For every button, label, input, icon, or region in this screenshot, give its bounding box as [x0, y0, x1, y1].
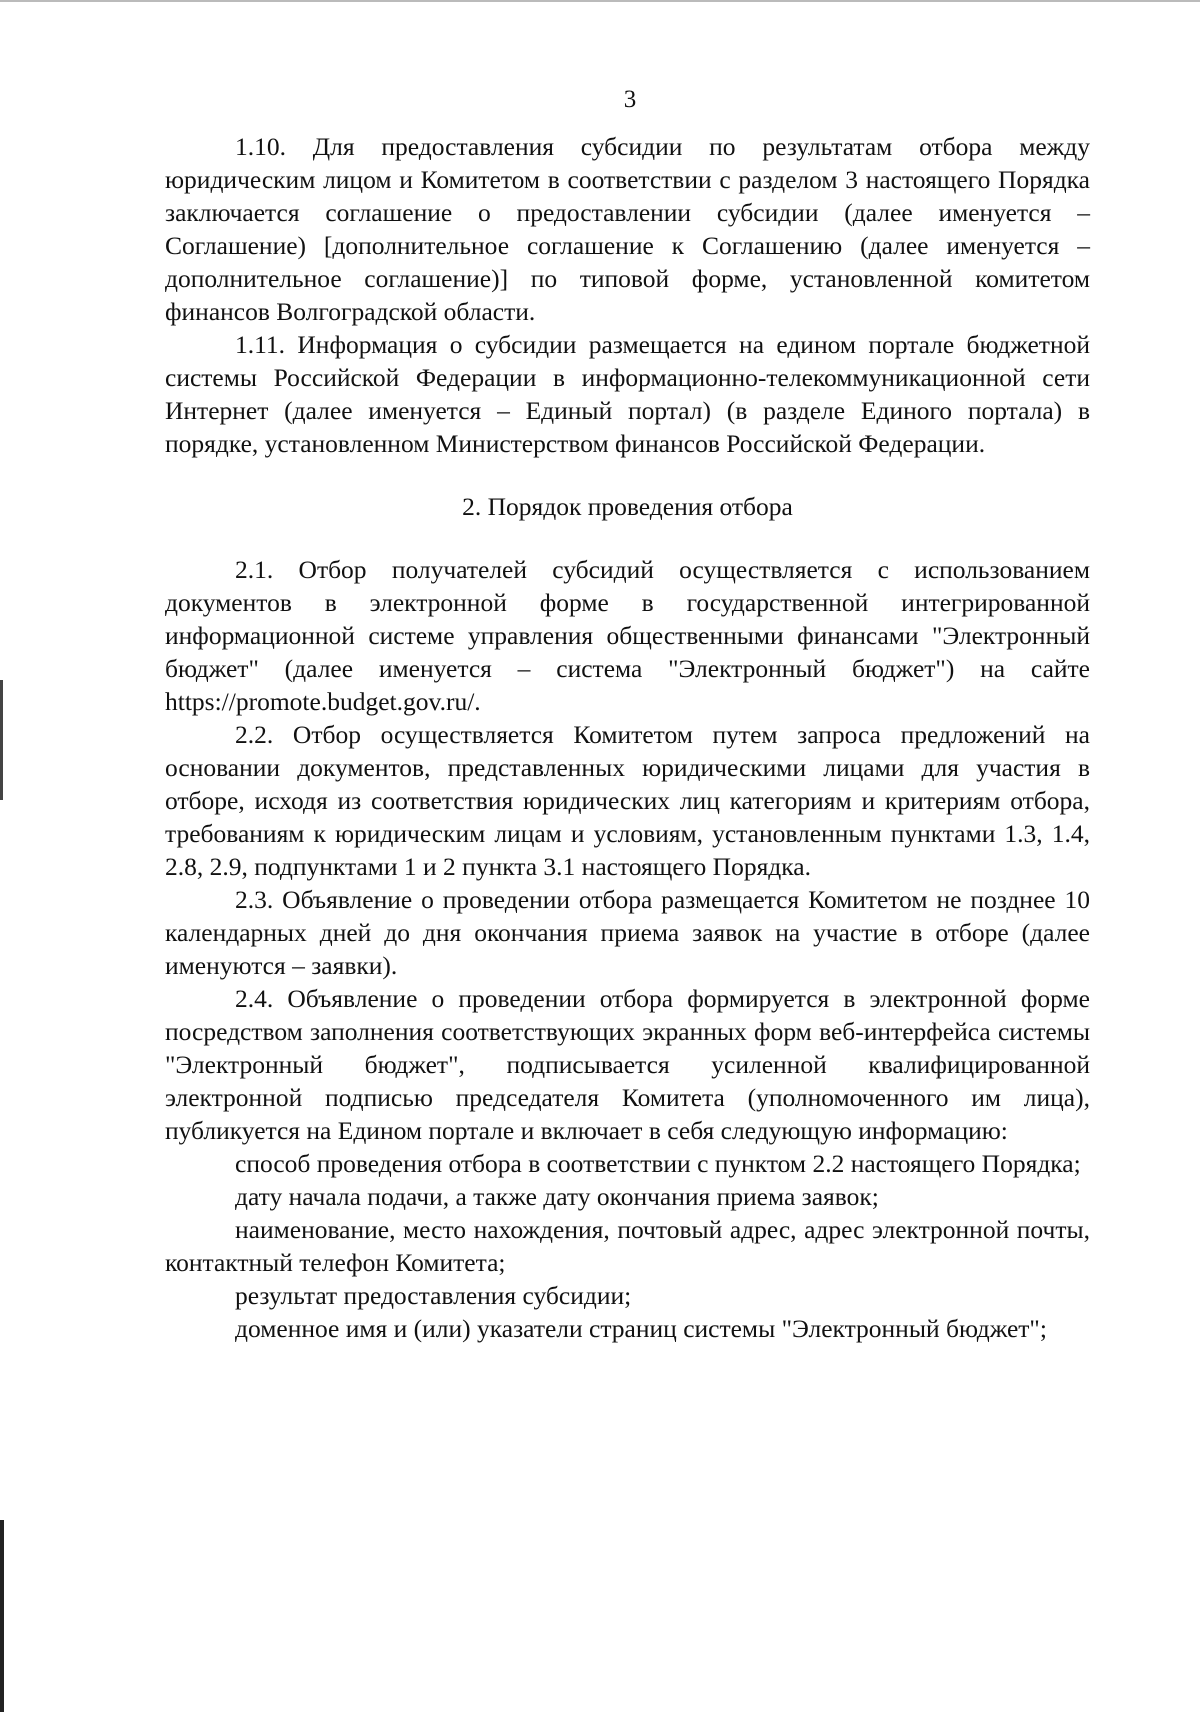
document-body: [165, 130, 1090, 1345]
scan-border-left-bottom: [0, 1520, 4, 1712]
section-title: 2. Порядок проведения отбора: [462, 492, 793, 521]
scan-border-top: [0, 0, 1200, 2]
paragraph-2-2: 2.2. Отбор осуществляется Комитетом путем запроса предложений на основании документов, представленных юридическими лицами для участия в отборе, исходя из соответствия юридических лиц категориям и критериям отбора, требованиям к юридическим лицам и условиям, установленным пунктами 1.3, 1.4, 2.8, 2.9, подпунктами 1 и 2 пункта 3.1 настоящего Порядка.: [165, 720, 1090, 881]
list-item-contacts: наименование, место нахождения, почтовый адрес, адрес электронной почты, контактный телефон Комитета;: [165, 1215, 1090, 1277]
list-item-dates: дату начала подачи, а также дату окончания приема заявок;: [235, 1182, 879, 1211]
paragraph-2-3: 2.3. Объявление о проведении отбора размещается Комитетом не позднее 10 календарных дней до дня окончания приема заявок на участие в отборе (далее именуются – заявки).: [165, 885, 1090, 980]
list-item-selection-method: способ проведения отбора в соответствии с пунктом 2.2 настоящего Порядка;: [235, 1149, 1081, 1178]
list-item-domain: доменное имя и (или) указатели страниц системы "Электронный бюджет";: [235, 1314, 1047, 1343]
paragraph-1-10: 1.10. Для предоставления субсидии по результатам отбора между юридическим лицом и Комитетом в соответствии с разделом 3 настоящего Порядка заключается соглашение о предоставлении субсидии (далее именуется – Соглашение) [дополнительное соглашение к Соглашению (далее именуется – дополнительное соглашение)] по типовой форме, установленной комитетом финансов Волгоградской области.: [165, 132, 1090, 326]
page-number: 3: [623, 86, 637, 113]
paragraph-1-11: 1.11. Информация о субсидии размещается на едином портале бюджетной системы Российской Федерации в информационно-телекоммуникационной сети Интернет (далее именуется – Единый портал) (в разделе Единого портала) в порядке, установленном Министерством финансов Российской Федерации.: [165, 330, 1090, 458]
scan-border-left: [0, 680, 3, 800]
paragraph-2-4: 2.4. Объявление о проведении отбора формируется в электронной форме посредством заполнения соответствующих экранных форм веб-интерфейса системы "Электронный бюджет", подписывается усиленной квалифицированной электронной подписью председателя Комитета (уполномоченного им лица), публикуется на Едином портале и включает в себя следующую информацию:: [165, 984, 1090, 1145]
list-item-result: результат предоставления субсидии;: [235, 1281, 632, 1310]
paragraph-2-1: 2.1. Отбор получателей субсидий осуществляется с использованием документов в электронной форме в государственной интегрированной информационной системе управления общественными финансами "Электронный бюджет" (далее именуется – система "Электронный бюджет") на сайте https://promote.budget.gov.ru/.: [165, 555, 1090, 716]
